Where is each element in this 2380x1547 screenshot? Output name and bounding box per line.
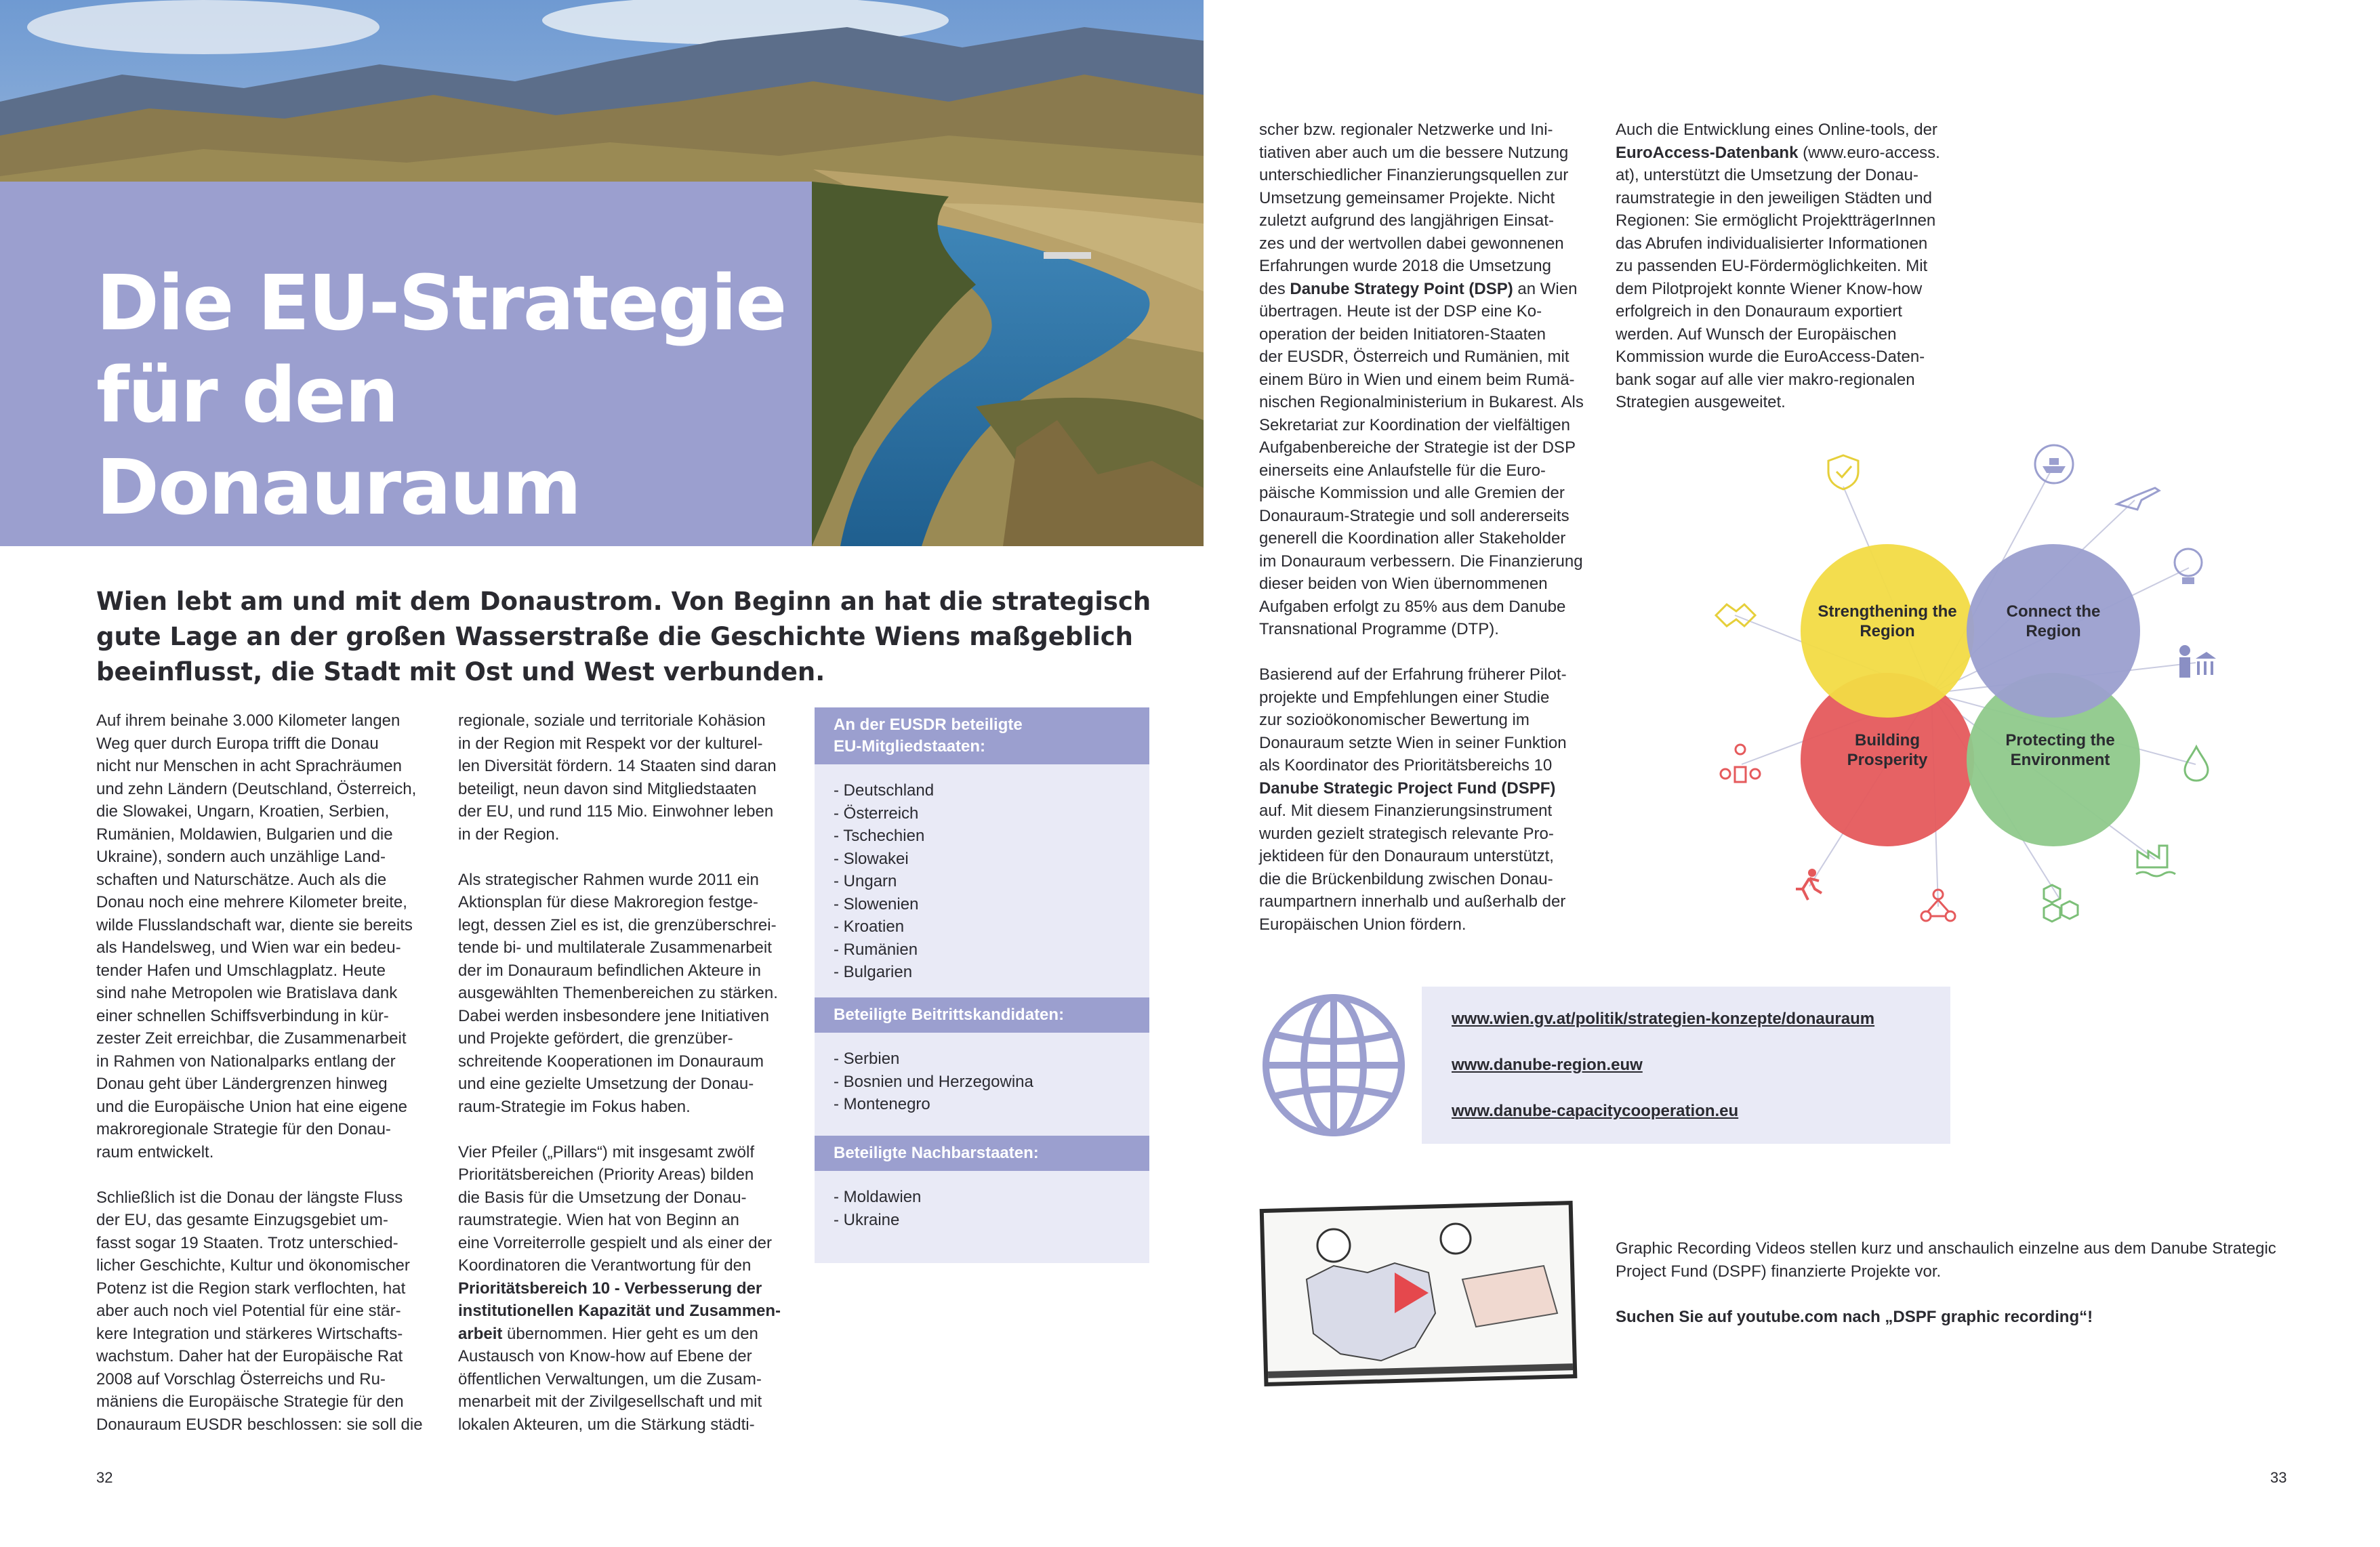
members-list <box>834 779 1145 984</box>
col1-paragraph-2: Schließlich ist die Donau der längste Fluss der EU, das gesamte Einzugsgebiet um- fasst sogar 19 Staaten. Trotz unterschied- licher Geschichte, Kultur und ökonomischer Potenz ist die Region stark verflochten, hat aber auch noch viel Potential für eine stär- kere Integration und stärkeres Wirtschafts- wachstum. Daher hat der Europäische Rat 2008 auf Vorschlag Österreichs und Ru- mäniens die Europäische Strategie für den Donauraum EUSDR beschlossen: sie soll die <box>96 1188 423 1434</box>
column-2 <box>458 709 804 1459</box>
col3-text-a: scher bzw. regionaler Netzwerke und Ini- tiativen aber auch um die bessere Nutzung unterschiedlicher Finanzierungsquellen zur Umsetzung gemeinsamer Projekte. Nicht zuletzt aufgrund des langjährigen Einsat- zes und der wertvollen dabei gewonnenen Erfahrungen wurde 2018 die Umsetzung des <box>1259 121 1569 298</box>
col3-bold-dsp: Danube Strategy Point (DSP) <box>1290 279 1513 298</box>
col3-text-c: an Wien übertragen. Heute ist der DSP eine Ko- operation der beiden Initiatoren-Staaten der EUSDR, Österreich und Rumänien, mit einem Büro in Wien und einem beim Rumä- nischen Regionalministerium in Bukarest. Als Sekretariat zur Koordination der vielfältigen Aufgabenbereiche der Strategie ist der DSP einerseits eine Anlaufstelle für die Euro- päische Kommission und alle Gremien der Donauraum-Strategie und soll andererseits generell die Koordination aller Stakeholder im Donauraum verbessern. Die Finanzierung dieser beiden von Wien übernommenen Aufgaben erfolgt zu 85% aus dem Danube Transnational Programme (DTP). <box>1259 279 1584 638</box>
col4-text-c: (www.euro-access. at), unterstützt die Umsetzung der Donau- raumstrategie in den jeweiligen Städten und Regionen: Sie ermöglicht ProjektträgerInnen das Abrufen individualisierter Informationen zu passenden EU-Fördermöglichkeiten. Mit dem Pilotprojekt konnte Wiener Know-how erfolgreich in den Donauraum exportiert werden. Auf Wunsch der Europäischen Kommission wurde die EuroAccess-Daten- bank sogar auf alle vier makro-regionalen Strategien ausgeweitet. <box>1616 143 1940 411</box>
hexagon-molecules-icon <box>2040 881 2082 923</box>
col2-p3-text-c: übernommen. Hier geht es um den Austausch von Know-how auf Ebene der öffentlichen Verwaltungen, um die Zusam- menarbeit mit der Zivilgesellschaft und mit lokalen Akteuren, um die Stärkung städti- <box>458 1324 762 1434</box>
lightbulb-icon <box>2169 545 2208 588</box>
list-item: - Montenegro <box>834 1093 1145 1116</box>
list-item: - Slowenien <box>834 893 1145 916</box>
neighbours-heading: Beteiligte Nachbarstaaten: <box>815 1136 1149 1171</box>
col4-text-a: Auch die Entwicklung eines Online-tools, der <box>1616 121 1937 139</box>
link-danube-capacity[interactable]: www.danube-capacitycooperation.eu <box>1452 1102 1739 1120</box>
members-heading: An der EUSDR beteiligte EU-Mitgliedstaaten: <box>815 707 1149 764</box>
pillar-label-strengthening: Strengthening the Region <box>1818 602 1957 640</box>
list-item: - Ukraine <box>834 1209 1145 1232</box>
column-3 <box>1259 119 1612 959</box>
list-item: - Moldawien <box>834 1186 1145 1209</box>
title-line-2: für den Donauraum <box>96 352 581 532</box>
col4-bold-euroaccess: EuroAccess-Datenbank <box>1616 143 1799 162</box>
pillar-label-environment: Protecting the Environment <box>2005 731 2115 769</box>
col1-paragraph-1: Auf ihrem beinahe 3.000 Kilometer langen Weg quer durch Europa trifft die Donau nicht nur Menschen in acht Sprachräumen und zehn Ländern (Deutschland, Österreich, die Slowakei, Ungarn, Kroatien, Serbien, Rumänien, Moldawien, Bulgarien und die Ukraine), sondern auch unzählige Land- schaften und Naturschätze. Auch als die Donau noch eine mehrere Kilometer breite, wilde Flusslandschaft war, diente sie bereits als Handelsweg, und Wien war ein bedeu- tender Hafen und Umschlagplatz. Heute sind nahe Metropolen wie Bratislava dank einer schnellen Schiffsverbindung in kür- zester Zeit erreichbar, die Zusammenarbeit in Rahmen von Nationalparks entlang der Donau geht über Ländergrenzen hinweg und die Europäische Union hat eine eigene makroregionale Strategie für den Donau- raum entwickelt. <box>96 711 417 1161</box>
candidates-heading: Beteiligte Beitrittskandidaten: <box>815 997 1149 1033</box>
plane-train-icon <box>2114 477 2162 515</box>
list-item: - Bosnien und Herzegowina <box>834 1071 1145 1094</box>
lead-paragraph: Wien lebt am und mit dem Donaustrom. Von Beginn an hat die strategisch gute Lage an der großen Wasserstraße die Geschichte Wiens maßgeblich beeinflusst, die Stadt mit Ost und West verbunden. <box>96 587 1151 686</box>
links-box <box>1259 987 1950 1144</box>
video-text: Graphic Recording Videos stellen kurz und anschaulich einzelne aus dem Danube Strategic Project Fund (DSPF) finanzierte Projekte vor. <box>1616 1239 2276 1281</box>
list-item: - Rumänien <box>834 938 1145 962</box>
water-drop-icon <box>2181 744 2212 782</box>
title-line-1: Die EU-Strategie <box>96 260 786 348</box>
link-wien-gv[interactable]: www.wien.gv.at/politik/strategien-konzepte/donauraum <box>1452 1010 1875 1028</box>
shield-check-icon <box>1824 453 1862 491</box>
pillars-diagram <box>1647 426 2216 961</box>
list-item: - Tschechien <box>834 825 1145 848</box>
video-thumbnail[interactable] <box>1259 1198 1580 1386</box>
col2-paragraph-1: regionale, soziale und territoriale Kohäsion in der Region mit Respekt vor der kulturel- len Diversität fördern. 14 Staaten sind daran beteiligt, neun davon sind Mitgliedstaaten der EU, und rund 115 Mio. Einwohner leben in der Region. <box>458 711 777 844</box>
video-cta: Suchen Sie auf youtube.com nach „DSPF graphic recording“! <box>1616 1307 2093 1326</box>
col4-paragraph-1 <box>1616 119 1968 414</box>
col3-paragraph-1 <box>1259 119 1612 641</box>
column-1 <box>96 709 435 1459</box>
people-triangle-icon <box>1719 743 1762 786</box>
list-item: - Ungarn <box>834 870 1145 893</box>
list-item: - Serbien <box>834 1048 1145 1071</box>
col2-p3-bold: Prioritätsbereich 10 - Verbesserung der institutionellen Kapazität und Zusammen- arbeit <box>458 1279 781 1343</box>
participating-states-box <box>815 707 1149 1263</box>
network-people-icon <box>1918 886 1958 927</box>
pillar-label-connect: Connect the Region <box>2006 602 2101 640</box>
factory-wave-icon <box>2133 838 2177 878</box>
neighbours-list <box>834 1186 1145 1231</box>
runner-icon <box>1789 866 1830 907</box>
list-item: - Deutschland <box>834 779 1145 802</box>
ship-icon <box>2033 443 2075 485</box>
list-item: - Bulgarien <box>834 961 1145 984</box>
page-title <box>96 257 815 534</box>
handshake-icon <box>1713 595 1758 636</box>
col2-paragraph-3 <box>458 1141 804 1437</box>
video-cta-paragraph <box>1616 1306 2300 1329</box>
col3-bold-dspf: Danube Strategic Project Fund (DSPF) <box>1259 779 1556 798</box>
col3-text-d: Basierend auf der Erfahrung früherer Pilot- projekte und Empfehlungen einer Studie zur sozioökonomischer Bewertung im Donauraum setzte Wien in seiner Funktion als Koordinator des Prioritätsbereichs 10 <box>1259 665 1567 775</box>
column-4 <box>1616 119 1968 436</box>
col2-paragraph-2: Als strategischer Rahmen wurde 2011 ein Aktionsplan für diese Makroregion festge- legt, dessen Ziel es ist, die grenzüberschrei- tende bi- und multilaterale Zusammenarbeit der im Donauraum befindlichen Akteure in ausgewählten Themenbereichen zu stärken. Dabei werden insbesondere jene Initiativen und Projekte gefördert, die grenzüber- schreitende Kooperationen im Donauraum und eine gezielte Umsetzung der Donau- raum-Strategie im Fokus haben. <box>458 870 778 1116</box>
video-description <box>1616 1237 2300 1351</box>
page-number-left: 32 <box>96 1469 113 1486</box>
page-number-right: 33 <box>2270 1469 2287 1486</box>
list-item: - Slowakei <box>834 848 1145 871</box>
globe-icon <box>1259 987 1422 1144</box>
col3-text-f: auf. Mit diesem Finanzierungsinstrument wurden gezielt strategisch relevante Pro- jektideen für den Donauraum unterstützt, die die Brückenbildung zwischen Donau- raumpartnern innerhalb und außerhalb der Europäischen Union fördern. <box>1259 802 1566 934</box>
list-item: - Kroatien <box>834 915 1145 938</box>
candidates-list <box>834 1048 1145 1116</box>
list-item: - Österreich <box>834 802 1145 825</box>
people-building-icon <box>2174 642 2217 683</box>
col2-p3-text-a: Vier Pfeiler („Pillars“) mit insgesamt zwölf Prioritätsbereichen (Priority Areas) bilden die Basis für die Umsetzung der Donau- raumstrategie. Wien hat von Beginn an eine Vorreiterrolle gespielt und als einer der Koordinatoren die Verantwortung für den <box>458 1142 772 1275</box>
col3-paragraph-2 <box>1259 663 1612 936</box>
link-danube-region[interactable]: www.danube-region.euw <box>1452 1056 1643 1074</box>
pillar-label-prosperity: Building Prosperity <box>1847 731 1928 769</box>
